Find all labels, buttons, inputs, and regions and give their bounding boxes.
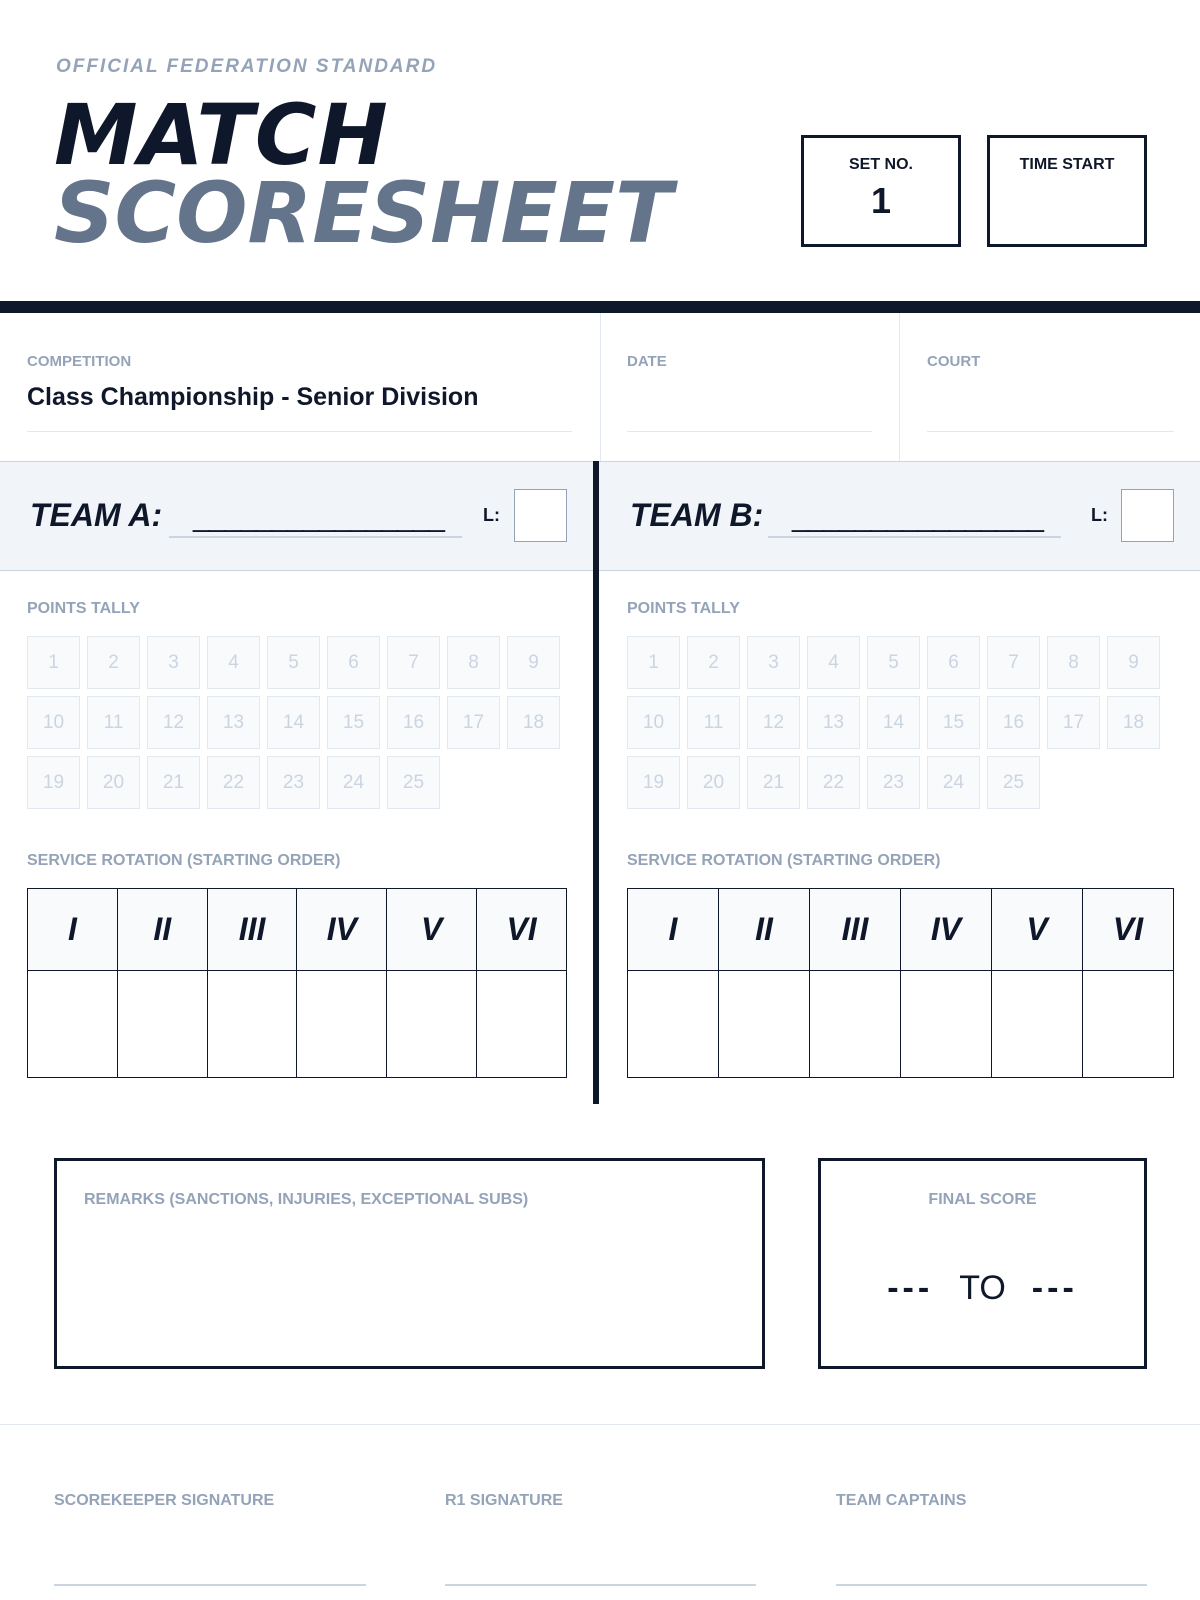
tally-point-cell[interactable]: 23 (867, 756, 920, 809)
tally-point-cell[interactable]: 21 (147, 756, 200, 809)
tally-point-cell[interactable]: 20 (687, 756, 740, 809)
rotation-player-cell[interactable] (901, 971, 992, 1078)
team-captains-field[interactable] (836, 1492, 1147, 1510)
info-divider (600, 313, 601, 461)
team-a-rotation-table (27, 888, 567, 1078)
tally-point-cell[interactable]: 16 (987, 696, 1040, 749)
time-start-label: TIME START (1019, 156, 1115, 173)
remarks-box[interactable] (54, 1158, 765, 1369)
scorekeeper-signature-label: SCOREKEEPER SIGNATURE (54, 1492, 275, 1509)
tally-point-cell[interactable]: 13 (807, 696, 860, 749)
rotation-position-header: I (628, 889, 719, 971)
tally-point-cell[interactable]: 4 (807, 636, 860, 689)
tally-point-cell[interactable]: 25 (387, 756, 440, 809)
rotation-player-cell[interactable] (207, 971, 297, 1078)
header (0, 0, 1200, 300)
rotation-position-header: VI (477, 889, 567, 971)
rotation-position-header: II (719, 889, 810, 971)
scorekeeper-signature-line (54, 1584, 366, 1586)
rotation-player-cell[interactable] (28, 971, 118, 1078)
tally-point-cell[interactable]: 7 (387, 636, 440, 689)
score-separator: TO (959, 1269, 1006, 1307)
rotation-header-row (628, 889, 1174, 971)
kicker-text: OFFICIAL FEDERATION STANDARD (56, 56, 438, 77)
team-a-label: TEAM A: (30, 497, 163, 533)
tally-point-cell[interactable]: 21 (747, 756, 800, 809)
tally-point-cell[interactable]: 17 (447, 696, 500, 749)
team-captains-line (836, 1584, 1147, 1586)
competition-value: Class Championship - Senior Division (27, 383, 479, 411)
tally-point-cell[interactable]: 10 (27, 696, 80, 749)
tally-point-cell[interactable]: 23 (267, 756, 320, 809)
rotation-player-cell[interactable] (1083, 971, 1174, 1078)
team-b-score[interactable]: --- (1031, 1269, 1078, 1307)
rotation-player-cell[interactable] (477, 971, 567, 1078)
r1-signature-line (445, 1584, 756, 1586)
footer-divider (0, 1424, 1200, 1425)
competition-field[interactable] (27, 313, 572, 461)
tally-point-cell[interactable]: 11 (687, 696, 740, 749)
rotation-position-header: III (207, 889, 297, 971)
team-b-label: TEAM B: (630, 497, 764, 533)
tally-point-cell[interactable]: 2 (87, 636, 140, 689)
team-divider (593, 461, 599, 1104)
tally-point-cell[interactable]: 11 (87, 696, 140, 749)
final-score-box[interactable] (818, 1158, 1147, 1369)
info-divider (899, 313, 900, 461)
team-b-libero-label: L: (1091, 505, 1108, 525)
tally-point-cell[interactable]: 24 (927, 756, 980, 809)
rotation-player-cell[interactable] (117, 971, 207, 1078)
tally-point-cell[interactable]: 8 (1047, 636, 1100, 689)
scorekeeper-signature-field[interactable] (54, 1492, 366, 1510)
tally-point-cell[interactable]: 7 (987, 636, 1040, 689)
set-number-box[interactable] (801, 135, 961, 247)
tally-point-cell[interactable]: 17 (1047, 696, 1100, 749)
team-b-rotation-table (627, 888, 1174, 1078)
rotation-entry-row (28, 971, 567, 1078)
tally-point-cell[interactable]: 5 (867, 636, 920, 689)
rotation-player-cell[interactable] (992, 971, 1083, 1078)
r1-signature-label: R1 SIGNATURE (445, 1492, 563, 1509)
title-match: MATCH (54, 86, 389, 184)
tally-point-cell[interactable]: 14 (267, 696, 320, 749)
tally-point-cell[interactable]: 9 (1107, 636, 1160, 689)
team-b-libero-box[interactable] (1121, 489, 1174, 542)
rotation-position-header: IV (901, 889, 992, 971)
rotation-player-cell[interactable] (628, 971, 719, 1078)
competition-label: COMPETITION (27, 353, 132, 370)
rotation-position-header: VI (1083, 889, 1174, 971)
team-a-libero-box[interactable] (514, 489, 567, 542)
time-start-box[interactable] (987, 135, 1147, 247)
rotation-player-cell[interactable] (810, 971, 901, 1078)
court-underline (927, 431, 1174, 432)
set-number-label: SET NO. (848, 156, 913, 173)
tally-point-cell[interactable]: 1 (627, 636, 680, 689)
tally-point-cell[interactable]: 5 (267, 636, 320, 689)
tally-point-cell[interactable]: 20 (87, 756, 140, 809)
team-a-libero-label: L: (483, 505, 500, 525)
rotation-position-header: I (28, 889, 118, 971)
team-a-rotation-label: SERVICE ROTATION (STARTING ORDER) (27, 852, 341, 869)
team-b-rotation-label: SERVICE ROTATION (STARTING ORDER) (627, 852, 941, 869)
tally-point-cell[interactable]: 12 (747, 696, 800, 749)
final-score-label: FINAL SCORE (928, 1191, 1037, 1208)
tally-point-cell[interactable]: 10 (627, 696, 680, 749)
tally-point-cell[interactable]: 2 (687, 636, 740, 689)
tally-point-cell[interactable]: 22 (807, 756, 860, 809)
rotation-position-header: II (117, 889, 207, 971)
tally-point-cell[interactable]: 3 (747, 636, 800, 689)
tally-point-cell[interactable]: 8 (447, 636, 500, 689)
team-a-tally-label: POINTS TALLY (27, 600, 140, 617)
rotation-header-row (28, 889, 567, 971)
rotation-position-header: V (992, 889, 1083, 971)
tally-point-cell[interactable]: 3 (147, 636, 200, 689)
date-field[interactable] (627, 313, 872, 461)
r1-signature-field[interactable] (445, 1492, 756, 1510)
final-score-line (821, 1269, 1144, 1308)
team-a-score[interactable]: --- (887, 1269, 934, 1307)
tally-point-cell[interactable]: 19 (27, 756, 80, 809)
rotation-position-header: III (810, 889, 901, 971)
title-scoresheet: SCORESHEET (54, 164, 673, 262)
set-number-value: 1 (870, 180, 892, 221)
tally-point-cell[interactable]: 25 (987, 756, 1040, 809)
team-a-name-field[interactable]: ________________ (169, 500, 462, 538)
team-b-name-field[interactable]: ________________ (768, 500, 1061, 538)
tally-point-cell[interactable]: 18 (507, 696, 560, 749)
rotation-player-cell[interactable] (297, 971, 387, 1078)
tally-point-cell[interactable]: 18 (1107, 696, 1160, 749)
tally-point-cell[interactable]: 12 (147, 696, 200, 749)
tally-point-cell[interactable]: 19 (627, 756, 680, 809)
tally-point-cell[interactable]: 9 (507, 636, 560, 689)
team-captains-label: TEAM CAPTAINS (836, 1492, 967, 1509)
date-underline (627, 431, 872, 432)
team-b-points-tally (627, 636, 1167, 810)
tally-point-cell[interactable]: 4 (207, 636, 260, 689)
tally-point-cell[interactable]: 24 (327, 756, 380, 809)
team-b-tally-label: POINTS TALLY (627, 600, 740, 617)
tally-point-cell[interactable]: 1 (27, 636, 80, 689)
team-a-points-tally (27, 636, 567, 810)
court-field[interactable] (927, 313, 1174, 461)
tally-point-cell[interactable]: 16 (387, 696, 440, 749)
tally-point-cell[interactable]: 13 (207, 696, 260, 749)
rotation-position-header: V (387, 889, 477, 971)
tally-point-cell[interactable]: 6 (327, 636, 380, 689)
tally-point-cell[interactable]: 15 (927, 696, 980, 749)
remarks-label: REMARKS (SANCTIONS, INJURIES, EXCEPTIONAL SUBS) (84, 1191, 529, 1208)
tally-point-cell[interactable]: 6 (927, 636, 980, 689)
competition-underline (27, 431, 572, 432)
rotation-player-cell[interactable] (719, 971, 810, 1078)
date-label: DATE (627, 353, 667, 370)
tally-point-cell[interactable]: 22 (207, 756, 260, 809)
rotation-player-cell[interactable] (387, 971, 477, 1078)
rotation-position-header: IV (297, 889, 387, 971)
court-label: COURT (927, 353, 981, 370)
tally-point-cell[interactable]: 15 (327, 696, 380, 749)
header-divider (0, 301, 1200, 313)
tally-point-cell[interactable]: 14 (867, 696, 920, 749)
rotation-entry-row (628, 971, 1174, 1078)
